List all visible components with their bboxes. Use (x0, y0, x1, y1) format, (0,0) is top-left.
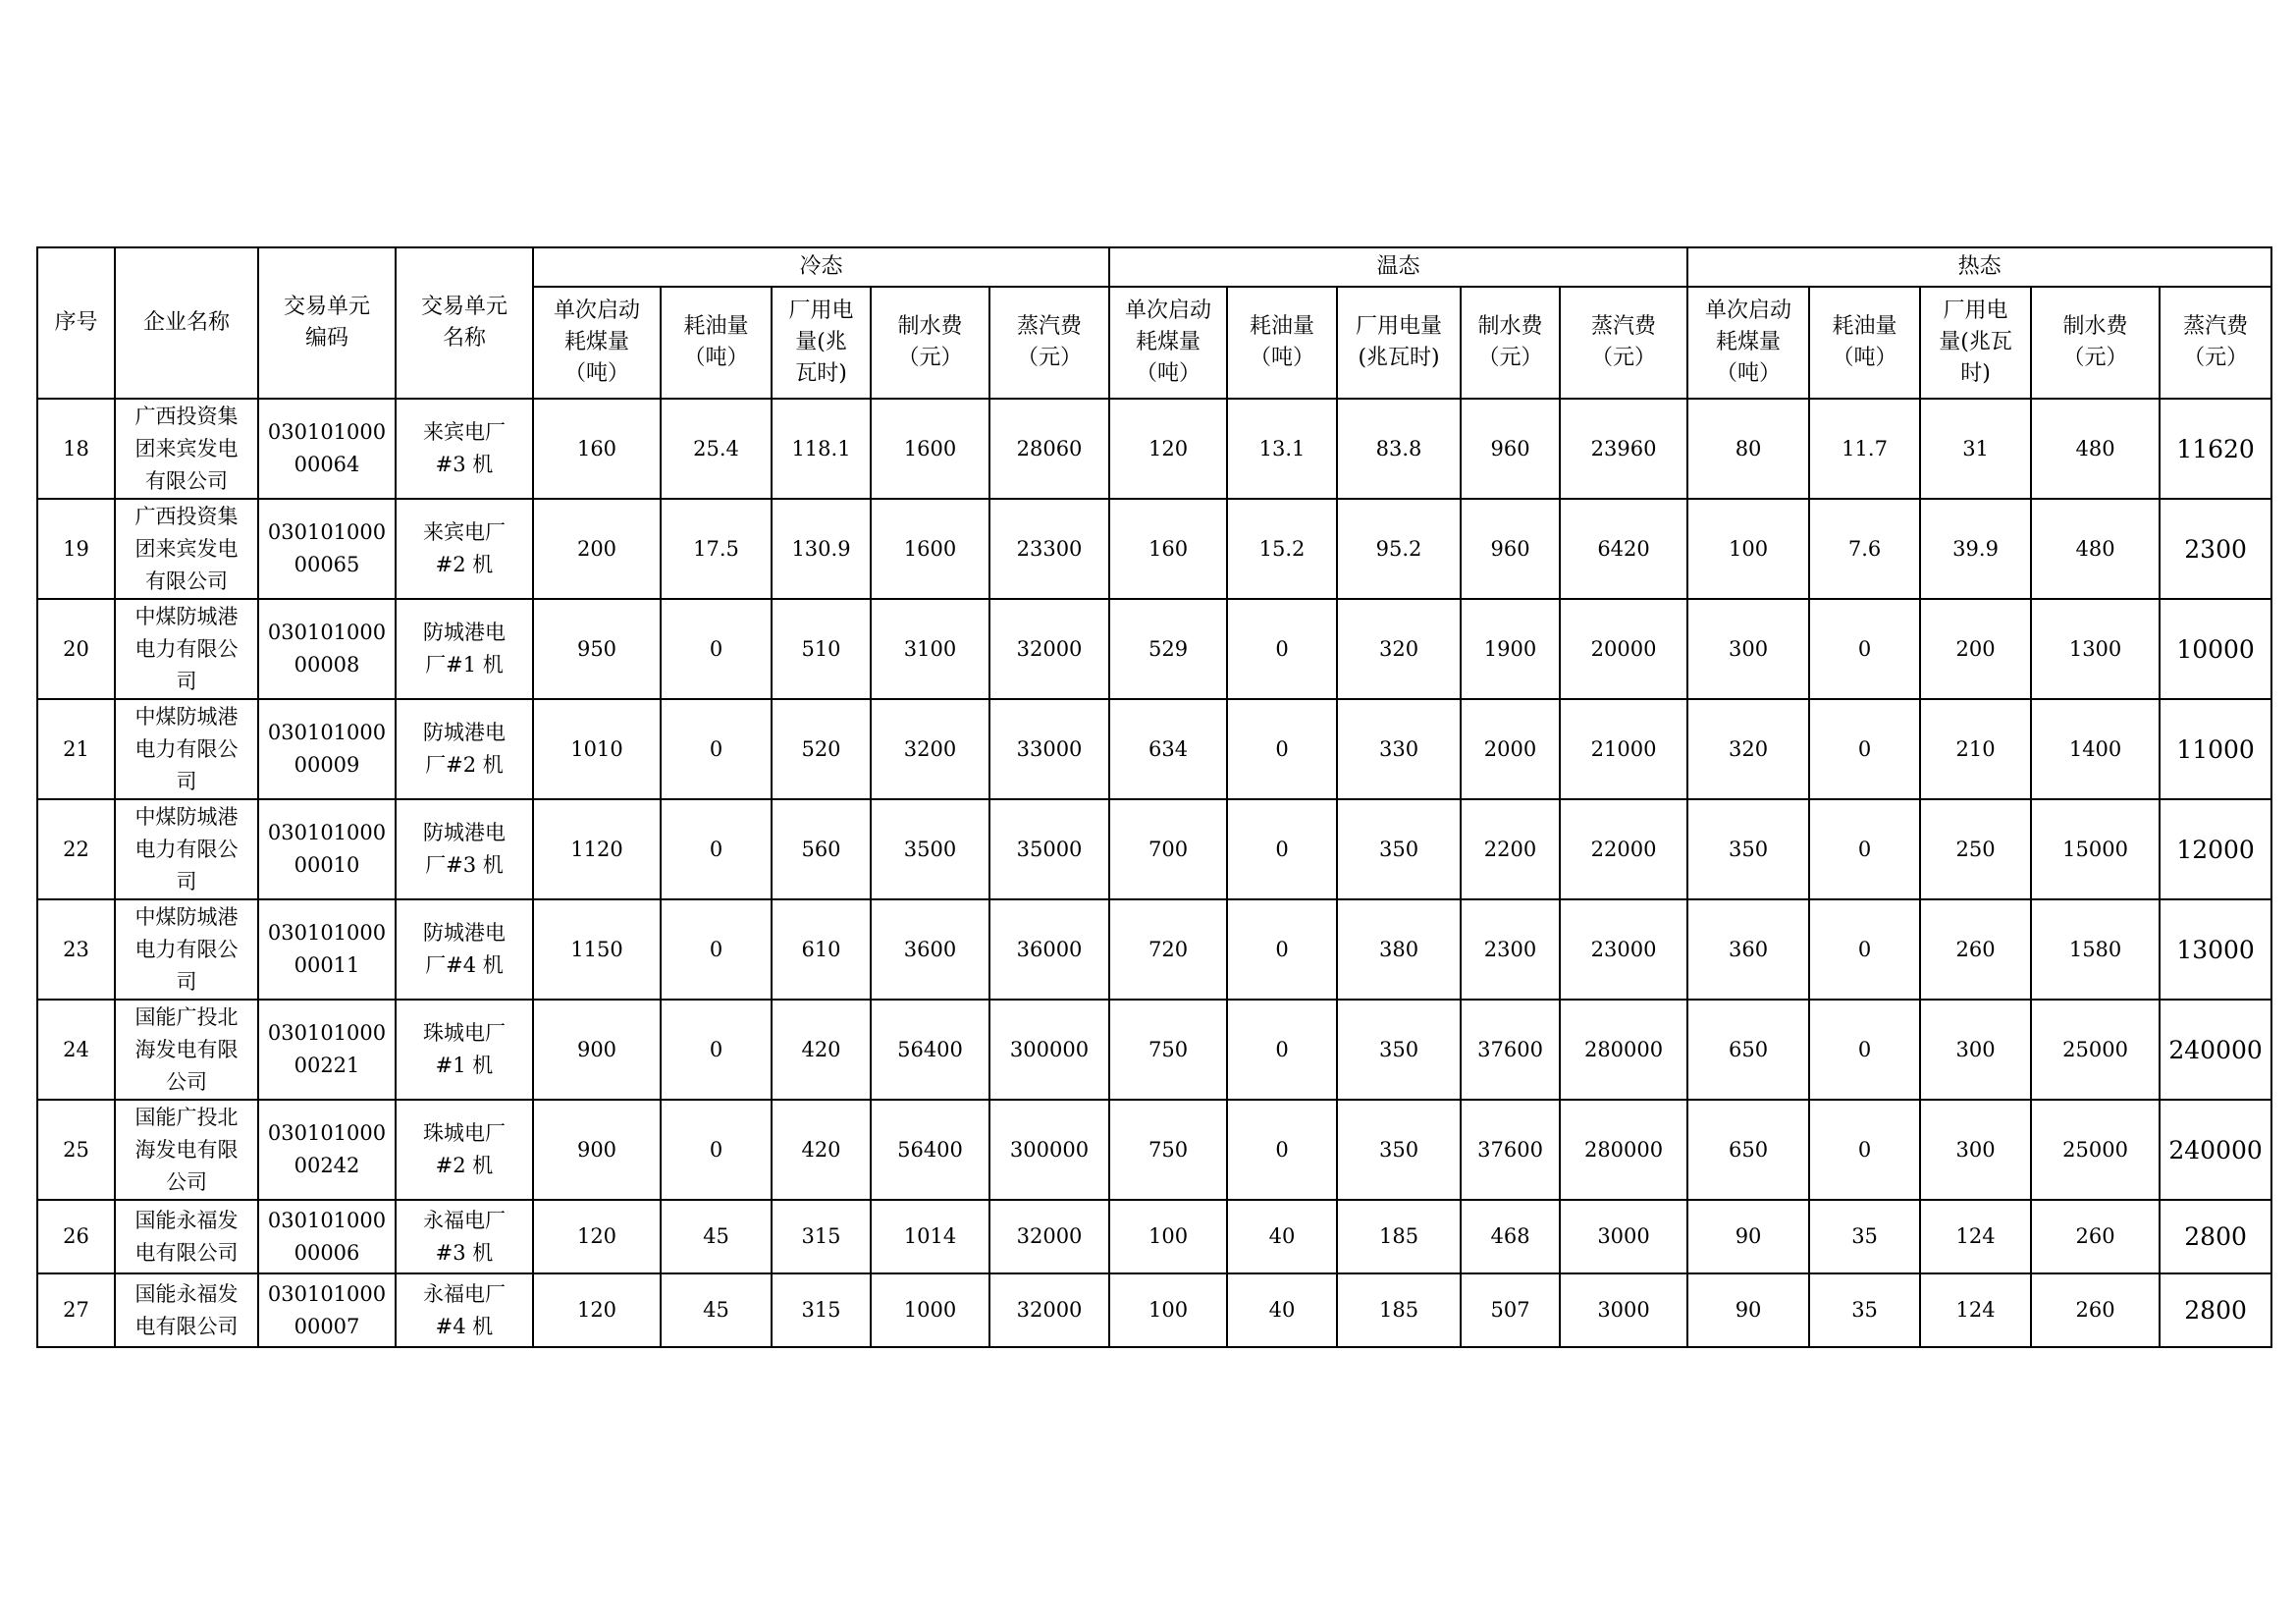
row-value: 750 (1109, 1000, 1227, 1100)
row-value: 1600 (871, 399, 989, 499)
header-warm-water: 制水费 （元） (1461, 287, 1560, 399)
row-value: 750 (1109, 1100, 1227, 1200)
row-value: 2000 (1461, 699, 1560, 799)
row-company: 国能永福发 电有限公司 (115, 1200, 258, 1273)
row-value: 31 (1920, 399, 2031, 499)
row-unit-code: 030101000 00242 (258, 1100, 396, 1200)
row-unit-code: 030101000 00009 (258, 699, 396, 799)
table-row (37, 1100, 2271, 1200)
row-value: 32000 (989, 599, 1109, 699)
row-value: 420 (772, 1000, 871, 1100)
row-company: 中煤防城港 电力有限公 司 (115, 899, 258, 1000)
row-value: 250 (1920, 799, 2031, 899)
row-value: 90 (1687, 1273, 1809, 1347)
row-value: 720 (1109, 899, 1227, 1000)
row-value: 35 (1809, 1200, 1920, 1273)
row-value: 1010 (533, 699, 661, 799)
row-value: 17.5 (661, 499, 772, 599)
table-row (37, 699, 2271, 799)
header-cold-coal: 单次启动 耗煤量 （吨） (533, 287, 661, 399)
row-value: 3200 (871, 699, 989, 799)
row-value: 83.8 (1337, 399, 1461, 499)
header-cold-water: 制水费 （元） (871, 287, 989, 399)
row-unit-code: 030101000 00008 (258, 599, 396, 699)
row-index: 20 (37, 599, 115, 699)
row-unit-name: 防城港电 厂#1 机 (396, 599, 533, 699)
row-value: 3600 (871, 899, 989, 1000)
row-company: 中煤防城港 电力有限公 司 (115, 599, 258, 699)
header-hot-coal: 单次启动 耗煤量 （吨） (1687, 287, 1809, 399)
row-unit-name: 来宾电厂 #2 机 (396, 499, 533, 599)
row-value: 260 (1920, 899, 2031, 1000)
row-value: 700 (1109, 799, 1227, 899)
row-unit-name: 防城港电 厂#2 机 (396, 699, 533, 799)
row-unit-code: 030101000 00064 (258, 399, 396, 499)
row-company: 中煤防城港 电力有限公 司 (115, 799, 258, 899)
row-value: 35000 (989, 799, 1109, 899)
row-value: 7.6 (1809, 499, 1920, 599)
row-value: 185 (1337, 1273, 1461, 1347)
row-value: 350 (1337, 1100, 1461, 1200)
row-unit-name: 永福电厂 #3 机 (396, 1200, 533, 1273)
row-value: 300000 (989, 1100, 1109, 1200)
row-value: 480 (2031, 399, 2160, 499)
row-value: 0 (1809, 699, 1920, 799)
row-value: 3100 (871, 599, 989, 699)
row-unit-name: 防城港电 厂#4 机 (396, 899, 533, 1000)
row-value: 420 (772, 1100, 871, 1200)
row-index: 26 (37, 1200, 115, 1273)
row-value: 3500 (871, 799, 989, 899)
row-value: 95.2 (1337, 499, 1461, 599)
row-value: 20000 (1560, 599, 1687, 699)
row-value: 90 (1687, 1200, 1809, 1273)
row-value: 0 (1809, 599, 1920, 699)
row-value: 32000 (989, 1273, 1109, 1347)
header-warm-power: 厂用电量 (兆瓦时) (1337, 287, 1461, 399)
row-value: 32000 (989, 1200, 1109, 1273)
row-value: 300 (1687, 599, 1809, 699)
table-header (37, 247, 2271, 399)
row-unit-code: 030101000 00007 (258, 1273, 396, 1347)
row-value: 120 (533, 1200, 661, 1273)
row-value: 6420 (1560, 499, 1687, 599)
row-value: 160 (1109, 499, 1227, 599)
row-value: 100 (1109, 1200, 1227, 1273)
row-value: 1600 (871, 499, 989, 599)
table-row (37, 399, 2271, 499)
row-unit-code: 030101000 00065 (258, 499, 396, 599)
row-value: 240000 (2160, 1000, 2271, 1100)
row-value: 507 (1461, 1273, 1560, 1347)
row-value: 320 (1687, 699, 1809, 799)
row-value: 350 (1337, 799, 1461, 899)
table-row (37, 799, 2271, 899)
row-value: 280000 (1560, 1100, 1687, 1200)
row-value: 0 (1809, 1100, 1920, 1200)
row-value: 56400 (871, 1100, 989, 1200)
row-value: 0 (661, 1100, 772, 1200)
row-company: 广西投资集 团来宾发电 有限公司 (115, 399, 258, 499)
row-index: 27 (37, 1273, 115, 1347)
row-value: 12000 (2160, 799, 2271, 899)
row-value: 900 (533, 1000, 661, 1100)
row-value: 0 (1227, 1100, 1337, 1200)
row-value: 45 (661, 1200, 772, 1273)
row-unit-code: 030101000 00221 (258, 1000, 396, 1100)
row-value: 37600 (1461, 1000, 1560, 1100)
row-value: 40 (1227, 1200, 1337, 1273)
row-value: 315 (772, 1200, 871, 1273)
row-value: 80 (1687, 399, 1809, 499)
row-value: 900 (533, 1100, 661, 1200)
row-value: 28060 (989, 399, 1109, 499)
row-value: 160 (533, 399, 661, 499)
table-row (37, 499, 2271, 599)
row-value: 10000 (2160, 599, 2271, 699)
row-value: 2300 (2160, 499, 2271, 599)
row-value: 0 (1227, 1000, 1337, 1100)
table-row (37, 1200, 2271, 1273)
row-unit-code: 030101000 00011 (258, 899, 396, 1000)
row-value: 185 (1337, 1200, 1461, 1273)
table-row (37, 1000, 2271, 1100)
row-value: 330 (1337, 699, 1461, 799)
row-value: 510 (772, 599, 871, 699)
row-value: 350 (1687, 799, 1809, 899)
row-company: 广西投资集 团来宾发电 有限公司 (115, 499, 258, 599)
table-row (37, 899, 2271, 1000)
row-value: 2800 (2160, 1273, 2271, 1347)
row-value: 300 (1920, 1000, 2031, 1100)
row-value: 124 (1920, 1200, 2031, 1273)
row-value: 529 (1109, 599, 1227, 699)
row-value: 300000 (989, 1000, 1109, 1100)
row-unit-name: 珠城电厂 #1 机 (396, 1000, 533, 1100)
row-value: 15.2 (1227, 499, 1337, 599)
row-value: 0 (1227, 599, 1337, 699)
row-value: 0 (1227, 699, 1337, 799)
row-unit-name: 来宾电厂 #3 机 (396, 399, 533, 499)
row-value: 300 (1920, 1100, 2031, 1200)
row-value: 380 (1337, 899, 1461, 1000)
row-value: 25.4 (661, 399, 772, 499)
row-value: 1150 (533, 899, 661, 1000)
row-value: 0 (1809, 899, 1920, 1000)
row-value: 0 (661, 1000, 772, 1100)
row-value: 23960 (1560, 399, 1687, 499)
row-value: 315 (772, 1273, 871, 1347)
row-value: 960 (1461, 499, 1560, 599)
row-unit-code: 030101000 00010 (258, 799, 396, 899)
row-value: 650 (1687, 1000, 1809, 1100)
row-value: 950 (533, 599, 661, 699)
row-value: 40 (1227, 1273, 1337, 1347)
row-value: 21000 (1560, 699, 1687, 799)
row-value: 3000 (1560, 1200, 1687, 1273)
row-value: 520 (772, 699, 871, 799)
row-value: 120 (533, 1273, 661, 1347)
header-unit-code: 交易单元 编码 (258, 247, 396, 399)
startup-cost-table (36, 246, 2272, 1348)
row-index: 21 (37, 699, 115, 799)
row-value: 280000 (1560, 1000, 1687, 1100)
row-unit-name: 永福电厂 #4 机 (396, 1273, 533, 1347)
row-value: 610 (772, 899, 871, 1000)
row-value: 2300 (1461, 899, 1560, 1000)
row-index: 25 (37, 1100, 115, 1200)
row-value: 39.9 (1920, 499, 2031, 599)
row-value: 560 (772, 799, 871, 899)
header-cold-power: 厂用电 量(兆 瓦时) (772, 287, 871, 399)
row-value: 650 (1687, 1100, 1809, 1200)
row-value: 1900 (1461, 599, 1560, 699)
row-company: 中煤防城港 电力有限公 司 (115, 699, 258, 799)
row-value: 25000 (2031, 1100, 2160, 1200)
row-value: 0 (1809, 799, 1920, 899)
row-value: 1120 (533, 799, 661, 899)
row-value: 45 (661, 1273, 772, 1347)
row-value: 118.1 (772, 399, 871, 499)
row-value: 2800 (2160, 1200, 2271, 1273)
row-value: 37600 (1461, 1100, 1560, 1200)
row-value: 11620 (2160, 399, 2271, 499)
row-company: 国能广投北 海发电有限 公司 (115, 1000, 258, 1100)
header-warm-steam: 蒸汽费 （元） (1560, 287, 1687, 399)
row-value: 0 (661, 599, 772, 699)
row-index: 22 (37, 799, 115, 899)
row-value: 1400 (2031, 699, 2160, 799)
row-value: 15000 (2031, 799, 2160, 899)
row-unit-name: 珠城电厂 #2 机 (396, 1100, 533, 1200)
row-value: 1580 (2031, 899, 2160, 1000)
row-value: 11000 (2160, 699, 2271, 799)
row-company: 国能广投北 海发电有限 公司 (115, 1100, 258, 1200)
header-group-warm: 温态 (1109, 247, 1687, 287)
row-unit-code: 030101000 00006 (258, 1200, 396, 1273)
header-warm-oil: 耗油量 （吨） (1227, 287, 1337, 399)
row-value: 35 (1809, 1273, 1920, 1347)
row-value: 240000 (2160, 1100, 2271, 1200)
row-value: 1300 (2031, 599, 2160, 699)
row-value: 3000 (1560, 1273, 1687, 1347)
row-value: 480 (2031, 499, 2160, 599)
header-cold-steam: 蒸汽费 （元） (989, 287, 1109, 399)
row-value: 25000 (2031, 1000, 2160, 1100)
row-value: 200 (1920, 599, 2031, 699)
row-value: 22000 (1560, 799, 1687, 899)
header-unit-name: 交易单元 名称 (396, 247, 533, 399)
row-value: 130.9 (772, 499, 871, 599)
row-value: 100 (1687, 499, 1809, 599)
row-value: 634 (1109, 699, 1227, 799)
table-row (37, 1273, 2271, 1347)
header-group-hot: 热态 (1687, 247, 2271, 287)
row-value: 56400 (871, 1000, 989, 1100)
row-index: 18 (37, 399, 115, 499)
row-value: 0 (1809, 1000, 1920, 1100)
row-value: 0 (661, 799, 772, 899)
header-hot-oil: 耗油量 （吨） (1809, 287, 1920, 399)
row-value: 13.1 (1227, 399, 1337, 499)
row-value: 1000 (871, 1273, 989, 1347)
row-value: 320 (1337, 599, 1461, 699)
table-body (37, 399, 2271, 1347)
row-value: 260 (2031, 1200, 2160, 1273)
row-value: 100 (1109, 1273, 1227, 1347)
table-row (37, 599, 2271, 699)
row-value: 0 (1227, 899, 1337, 1000)
row-company: 国能永福发 电有限公司 (115, 1273, 258, 1347)
row-value: 13000 (2160, 899, 2271, 1000)
header-warm-coal: 单次启动 耗煤量 （吨） (1109, 287, 1227, 399)
row-value: 36000 (989, 899, 1109, 1000)
row-index: 23 (37, 899, 115, 1000)
row-value: 468 (1461, 1200, 1560, 1273)
row-value: 120 (1109, 399, 1227, 499)
header-index: 序号 (37, 247, 115, 399)
header-company: 企业名称 (115, 247, 258, 399)
header-hot-steam: 蒸汽费 （元） (2160, 287, 2271, 399)
row-value: 33000 (989, 699, 1109, 799)
row-value: 200 (533, 499, 661, 599)
row-value: 0 (661, 699, 772, 799)
row-value: 960 (1461, 399, 1560, 499)
row-index: 19 (37, 499, 115, 599)
row-value: 0 (1227, 799, 1337, 899)
header-cold-oil: 耗油量 （吨） (661, 287, 772, 399)
row-value: 210 (1920, 699, 2031, 799)
row-value: 1014 (871, 1200, 989, 1273)
row-value: 124 (1920, 1273, 2031, 1347)
row-value: 260 (2031, 1273, 2160, 1347)
row-index: 24 (37, 1000, 115, 1100)
row-value: 360 (1687, 899, 1809, 1000)
row-value: 350 (1337, 1000, 1461, 1100)
header-hot-water: 制水费 （元） (2031, 287, 2160, 399)
header-group-cold: 冷态 (533, 247, 1109, 287)
row-value: 0 (661, 899, 772, 1000)
row-value: 23000 (1560, 899, 1687, 1000)
row-value: 11.7 (1809, 399, 1920, 499)
row-unit-name: 防城港电 厂#3 机 (396, 799, 533, 899)
header-hot-power: 厂用电 量(兆瓦 时) (1920, 287, 2031, 399)
row-value: 23300 (989, 499, 1109, 599)
row-value: 2200 (1461, 799, 1560, 899)
